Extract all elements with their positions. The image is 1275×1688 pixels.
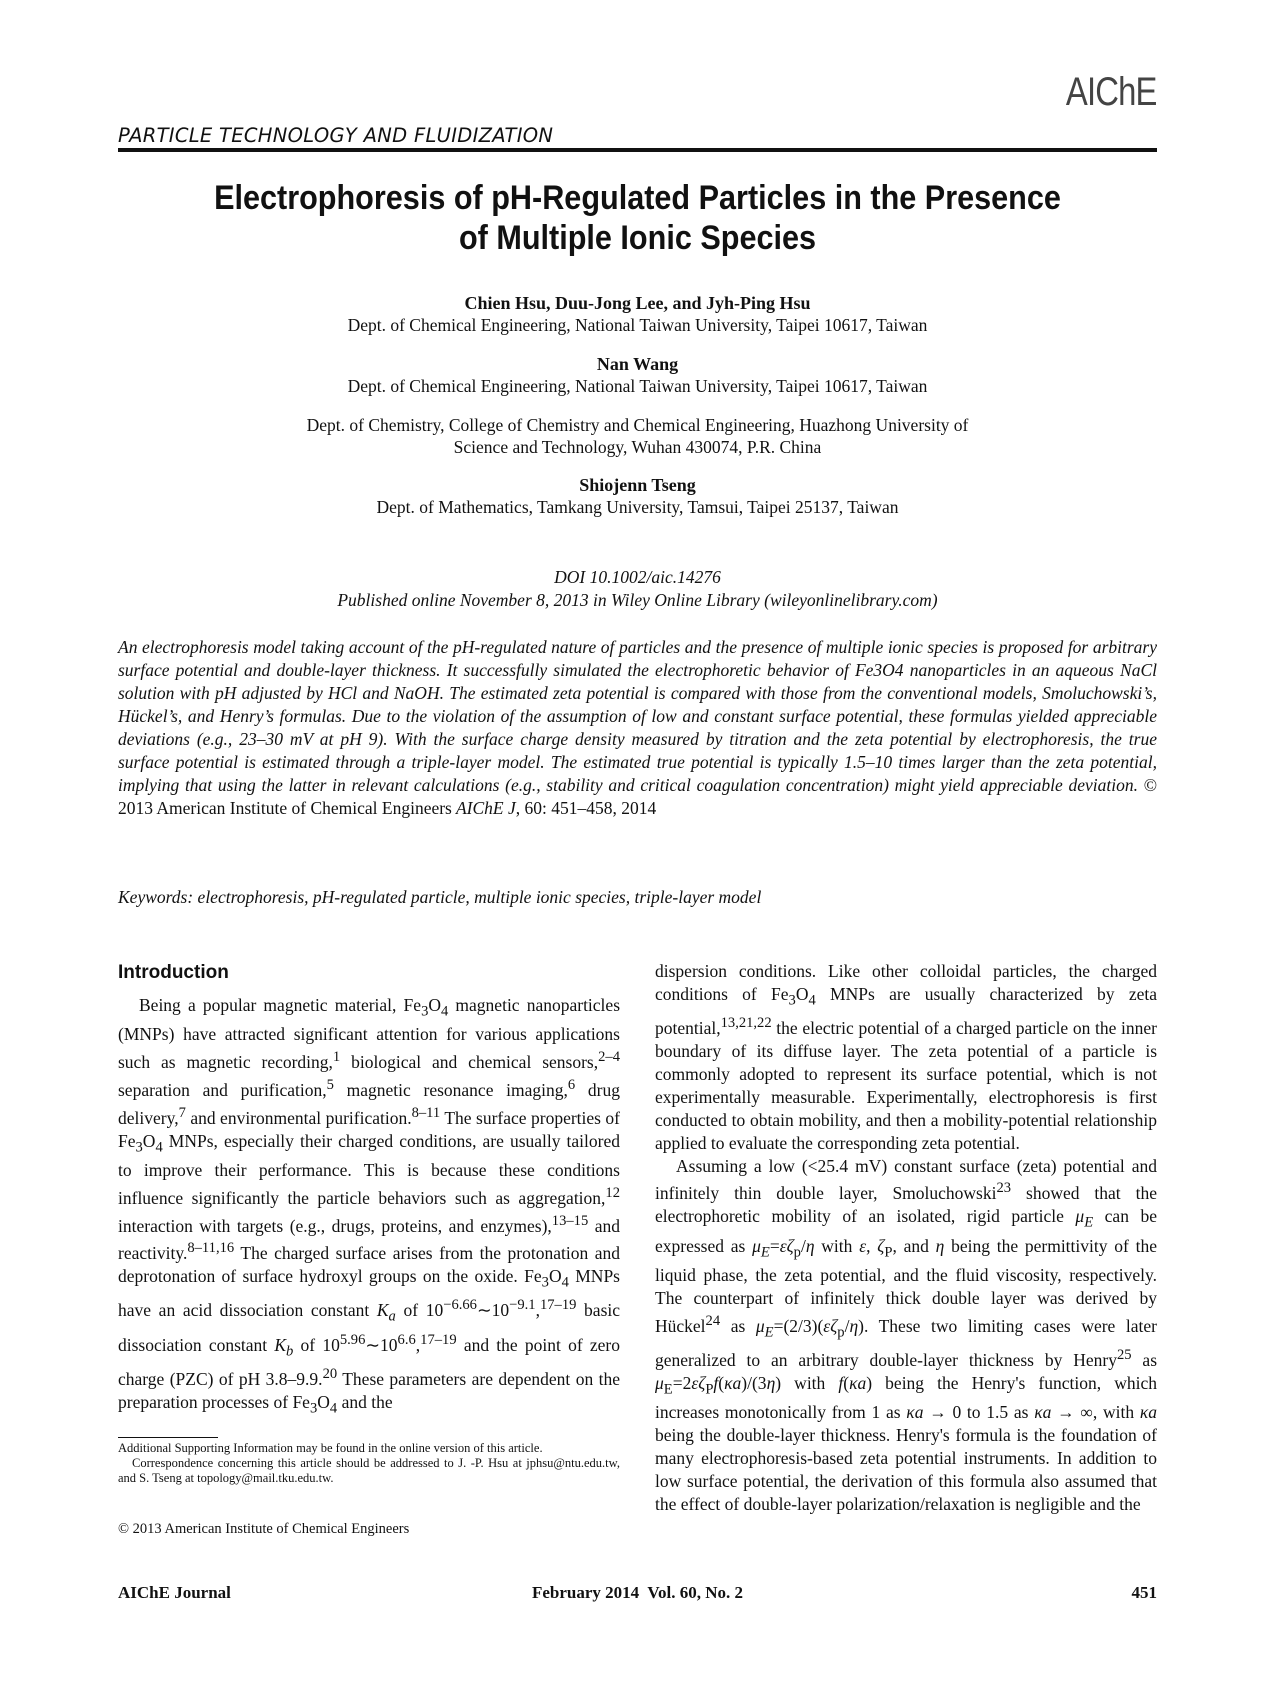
journal-abbrev: AIChE J xyxy=(455,798,516,818)
affiliation: Science and Technology, Wuhan 430074, P.R. China xyxy=(453,437,822,457)
affiliation: Dept. of Mathematics, Tamkang University, Tamsui, Taipei 25137, Taiwan xyxy=(376,497,899,517)
paragraph: dispersion conditions. Like other colloidal particles, the charged conditions of $Fe_3O_4$ MNPs are usually characterized by zeta potential,$^{13,21,22}$ the electric potential of a charged particle on the inner boundary of its diffuse layer. The zeta potential of a particle is commonly adopted to represent its surface potential, which is not experimentally measurable. Experimentally, electrophoresis is first conducted to obtain mobility, and then a mobility-potential relationship applied to evaluate the corresponding zeta potential. xyxy=(655,961,1157,1153)
author-names: Shiojenn Tseng xyxy=(579,475,696,495)
published-online: Published online November 8, 2013 in Wiley Online Library (wileyonlinelibrary.com) xyxy=(337,590,938,610)
author-block-3 xyxy=(118,414,1157,458)
author-block-4 xyxy=(118,474,1157,518)
affiliation: Dept. of Chemical Engineering, National Taiwan University, Taipei 10617, Taiwan xyxy=(347,376,928,396)
author-block-1 xyxy=(118,292,1157,336)
aiche-logo: AIChE xyxy=(1066,70,1157,114)
page-number: 451 xyxy=(1131,1583,1157,1602)
title-line-1: Electrophoresis of pH-Regulated Particles in the Presence xyxy=(214,179,1061,217)
abstract-text: An electrophoresis model taking account of the pH-regulated nature of particles and the presence of multiple ionic species is proposed for arbitrary surface potential and double-layer thickness. It successfully simulated the electrophoretic behavior of Fe3O4 nanoparticles in an aqueous NaCl solution with pH adjusted by HCl and NaOH. The estimated zeta potential is compared with those from the conventional models, Smoluchowski’s, Hückel’s, and Henry’s formulas. Due to the violation of the assumption of low and constant surface potential, these formulas yielded appreciable deviations (e.g., 23–30 mV at pH 9). With the surface charge density measured by titration and the zeta potential by electrophoresis, the true surface potential is estimated through a triple-layer model. The estimated true potential is typically 1.5–10 times larger than the zeta potential, implying that using the latter in relevant calculations (e.g., stability and critical coagulation concentration) might yield appreciable deviation. xyxy=(118,637,1157,795)
doi-block xyxy=(118,566,1157,612)
citation: , 60: 451–458, 2014 xyxy=(515,798,657,818)
paragraph: Being a popular magnetic material, $Fe_3O_4$ magnetic nanoparticles (MNPs) have attracted significant attention for various applications such as magnetic recording,$^1$ biological and chemical sensors,$^{2-4}$ separation and purification,$^5$ magnetic resonance imaging,$^6$ drug delivery,$^7$ and environmental purification.$^{8-11}$ The surface properties of $Fe_3O_4$ MNPs, especially their charged conditions, are usually tailored to improve their performance. This is because these conditions influence significantly the particle behaviors such as aggregation,$^{12}$ interaction with targets (e.g., drugs, proteins, and enzymes),$^{13-15}$ and reactivity.$^{8-11,16}$ The charged surface arises from the protonation and deprotonation of surface hydroxyl groups on the oxide. $Fe_3O_4$ MNPs have an acid dissociation constant $K_a$ of $10^{-6.66}\sim 10^{-9.1},^{17-19}$ basic dissociation constant $K_b$ of $10^{5.96}\sim 10^{6.6},^{17-19}$ and the point of zero charge (PZC) of pH 3.8–9.9.20 These parameters are dependent on the preparation processes of $Fe_3O_4$ and the xyxy=(118,995,621,1417)
affiliation: Dept. of Chemistry, College of Chemistry and Chemical Engineering, Huazhong University of xyxy=(306,415,969,435)
section-heading: Introduction xyxy=(118,962,229,983)
footnote-copyright: © 2013 American Institute of Chemical Engineers xyxy=(118,1521,410,1537)
keywords: Keywords: electrophoresis, pH-regulated particle, multiple ionic species, triple-layer model xyxy=(118,887,762,907)
footer-issue: February 2014 Vol. 60, No. 2 xyxy=(531,1583,744,1602)
footnote: Correspondence concerning this article should be addressed to J. -P. Hsu at jphsu@ntu.edu.tw, and S. Tseng at topology@mail.tku.edu.tw. xyxy=(118,1456,620,1485)
footnote: Additional Supporting Information may be found in the online version of this article. xyxy=(118,1441,543,1455)
author-names: Nan Wang xyxy=(596,354,679,374)
body-column-left xyxy=(118,994,620,1420)
author-names: Chien Hsu, Duu-Jong Lee, and Jyh-Ping Hsu xyxy=(464,293,811,313)
footnote-rule xyxy=(118,1437,218,1438)
author-block-2 xyxy=(118,353,1157,397)
section-label: PARTICLE TECHNOLOGY AND FLUIDIZATION xyxy=(118,124,554,147)
abstract xyxy=(118,636,1157,820)
title-line-2: of Multiple Ionic Species xyxy=(458,219,817,257)
affiliation: Dept. of Chemical Engineering, National Taiwan University, Taipei 10617, Taiwan xyxy=(347,315,928,335)
abstract-copyright: © 2013 American Institute of Chemical Engineers xyxy=(118,775,1158,818)
paragraph: Assuming a low (<25.4 mV) constant surface (zeta) potential and infinitely thin double layer, Smoluchowski$^{23}$ showed that the electrophoretic mobility of an isolated, rigid particle $\mu_E$ can be expressed as $\mu_E=\varepsilon\zeta_p/\eta$ with ε, $\zeta_P$, and η being the permittivity of the liquid phase, the zeta potential, and the fluid viscosity, respectively. The counterpart of infinitely thick double layer was derived by Hückel$^{24}$ as $\mu_E=(2/3)(\varepsilon\zeta_p/\eta)$. These two limiting cases were later generalized to an arbitrary double-layer thickness by Henry$^{25}$ as $\mu_E=2\varepsilon\zeta_Pf(\kappa a)/(3\eta)$ with f(κa) being the Henry's function, which increases monotonically from 1 as κa → 0 to 1.5 as κa → ∞, with κa being the double-layer thickness. Henry's formula is the foundation of many electrophoresis-based zeta potential instruments. In addition to low surface potential, the derivation of this formula also assumed that the effect of double-layer polarization/relaxation is negligible and the xyxy=(655,1155,1158,1514)
footer-journal: AIChE Journal xyxy=(118,1583,231,1602)
doi: DOI 10.1002/aic.14276 xyxy=(554,567,721,587)
body-column-right xyxy=(655,960,1157,1516)
paper-title xyxy=(170,178,1105,258)
footnotes xyxy=(118,1441,620,1486)
header-rule xyxy=(118,148,1157,152)
